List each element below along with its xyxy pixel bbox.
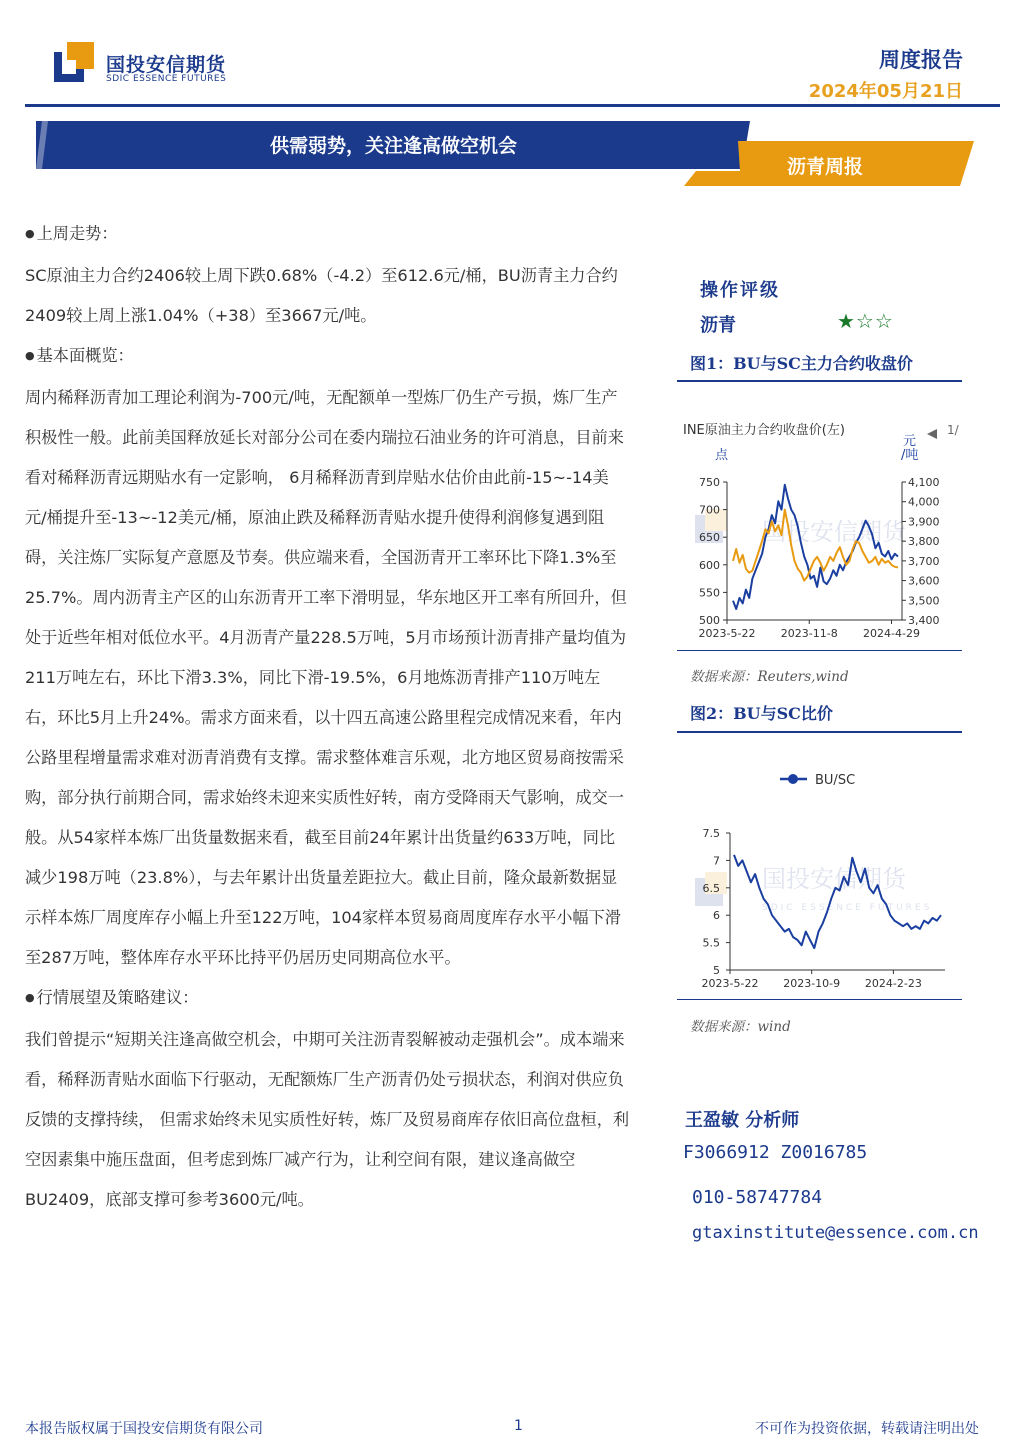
figure-1-chart (677, 405, 967, 650)
chart1-left-tick-label: 550 (699, 586, 720, 600)
chart1-left-tick-label: 500 (699, 614, 720, 627)
paragraph-outlook: 我们曾提示“短期关注逢高做空机会，中期可关注沥青裂解被动走强机会”。成本端来看，稀释沥青贴水面临下行驱动，无配额炼厂生产沥青仍处亏损状态，利润对供应负反馈的支撑持续， 但需求始终未见实质性好转，炼厂及贸易商库存依旧高位盘桓，利空因素集中施压盘面，但考虑到炼厂减产行为，让利空间有限，建议逢高做空BU2409，底部支撑可参考3600元/吨。 (25, 1030, 630, 1209)
figure-2-bottom-rule (677, 999, 962, 1000)
footer-disclaimer: 不可作为投资依据，转载请注明出处 (755, 1421, 979, 1437)
chart1-left-unit: 点 (715, 448, 729, 463)
chart2-watermark-en: SDIC ESSENCE FUTURES (762, 903, 933, 913)
chart2-legend: BU/SC (815, 773, 856, 788)
figure-2-source: 数据来源：wind (690, 1019, 791, 1035)
chart1-watermark: 国投安信期货 (762, 518, 906, 546)
paragraph-fundamentals: 周内稀释沥青加工理论利润为-700元/吨，无配额单一型炼厂仍生产亏损，炼厂生产积极性一般。此前美国释放延长对部分公司在委内瑞拉石油业务的许可消息，目前来看对稀释沥青远期贴水有一定影响， 6月稀释沥青到岸贴水估价由此前-15~-14美元/桶提升至-13~-12美元/桶，原油止跌及稀释沥青贴水提升使得利润修复遇到阻碍，关注炼厂实际复产意愿及节奏。供应端来看，全国沥青开工率环比下降1.3%至25.7%。周内沥青主产区的山东沥青开工率下滑明显，华东地区开工率有所回升，但处于近些年相对低位水平。4月沥青产量228.5万吨，5月市场预计沥青排产量均值为211万吨左右，环比下滑3.3%，同比下滑-19.5%，6月地炼沥青排产110万吨左右，环比5月上升24%。需求方面来看，以十四五高速公路里程完成情况来看，年内公路里程增量需求难对沥青消费有支撑。需求整体难言乐观，北方地区贸易商按需采购，部分执行前期合同，需求始终未迎来实质性好转，南方受降雨天气影响，成交一般。从54家样本炼厂出货量数据来看，截至目前24年累计出货量约633万吨，同比减少198万吨（23.8%），与去年累计出货量差距拉大。截止目前，隆众最新数据显示样本炼厂周度库存小幅上升至122万吨，104家样本贸易商周度库存水平小幅下滑至287万吨，整体库存水平环比持平仍居历史同期高位水平。 (25, 388, 627, 967)
chart1-right-tick-label: 3,700 (908, 554, 940, 568)
report-category: 沥青周报 (786, 156, 863, 178)
analyst-phone: 010-58747784 (692, 1187, 823, 1208)
section-heading-trend: ● 上周走势： (25, 214, 630, 256)
figure-2-top-rule (677, 731, 962, 733)
chart1-legend: INE原油主力合约收盘价(左) (683, 423, 845, 438)
chart1-right-tick-label: 3,600 (908, 574, 940, 588)
figure-1-source: 数据来源：Reuters,wind (690, 669, 849, 685)
report-title: 供需弱势，关注逢高做空机会 (269, 135, 517, 157)
figure-2-title: 图2：BU与SC比价 (690, 704, 833, 723)
rating-item: 沥青 (700, 315, 736, 336)
logo-mark (54, 42, 94, 84)
legend-prev-arrow-icon[interactable] (927, 429, 937, 439)
report-type: 周度报告 (879, 48, 963, 72)
chart1-x-tick-label: 2023-5-22 (698, 627, 756, 640)
figure-1-title: 图1：BU与SC主力合约收盘价 (690, 354, 913, 373)
section-heading-fundamentals: ● 基本面概览： (25, 336, 630, 378)
report-date: 2024年05月21日 (808, 81, 963, 102)
paragraph-trend: SC原油主力合约2406较上周下跌0.68%（-4.2）至612.6元/桶，BU沥青主力合约2409较上周上涨1.04%（+38）至3667元/吨。 (25, 266, 618, 325)
chart2-x-tick-label: 2023-5-22 (701, 977, 759, 990)
chart1-right-tick-label: 3,800 (908, 535, 940, 549)
chart2-watermark: 国投安信期货 (762, 865, 906, 893)
report-body (25, 214, 630, 1220)
chart2-y-tick-label: 6.5 (702, 881, 720, 895)
footer-copyright: 本报告版权属于国投安信期货有限公司 (25, 1421, 263, 1437)
chart1-legend-page: 1/ (947, 423, 959, 437)
chart1-right-tick-label: 4,100 (908, 476, 940, 489)
chart1-left-tick-label: 650 (699, 531, 720, 545)
chart1-right-unit-1: 元 (903, 434, 917, 449)
figure-2-chart (677, 760, 967, 1000)
chart2-x-tick-label: 2024-2-23 (864, 977, 922, 990)
chart1-series-line-0 (733, 485, 898, 609)
chart2-y-tick-label: 5.5 (702, 936, 720, 950)
section-heading-outlook: ● 行情展望及策略建议： (25, 978, 630, 1020)
chart1-left-tick-label: 600 (699, 558, 720, 572)
chart1-right-tick-label: 4,000 (908, 495, 940, 509)
chart2-legend-marker (788, 774, 798, 784)
chart2-y-tick-label: 7.5 (702, 827, 720, 840)
analyst-license: F3066912 Z0016785 (683, 1142, 868, 1163)
logo-text: 国投安信期货 (106, 54, 227, 76)
chart1-x-tick-label: 2023-11-8 (780, 627, 838, 640)
analyst-name: 王盈敏 分析师 (685, 1110, 800, 1131)
chart2-y-tick-label: 5 (713, 964, 720, 977)
logo-subtext: SDIC ESSENCE FUTURES (106, 74, 227, 84)
figure-1-top-rule (677, 380, 962, 382)
chart1-left-tick-label: 700 (699, 503, 720, 517)
rating-title: 操作评级 (700, 280, 780, 301)
chart2-y-tick-label: 6 (713, 909, 720, 923)
header-divider (25, 104, 1000, 107)
analyst-email[interactable]: gtaxinstitute@essence.com.cn (692, 1223, 979, 1243)
chart1-right-tick-label: 3,400 (908, 614, 940, 627)
figure-1-bottom-rule (677, 650, 962, 651)
chart2-y-tick-label: 7 (713, 854, 720, 868)
chart1-left-tick-label: 750 (699, 476, 720, 489)
chart1-right-tick-label: 3,900 (908, 515, 940, 529)
chart1-right-unit-2: /吨 (901, 448, 919, 463)
rating-stars: ★☆☆ (837, 309, 894, 333)
chart2-x-tick-label: 2023-10-9 (783, 977, 841, 990)
chart1-right-tick-label: 3,500 (908, 594, 940, 608)
page-number: 1 (514, 1418, 523, 1434)
chart1-x-tick-label: 2024-4-29 (863, 627, 920, 640)
